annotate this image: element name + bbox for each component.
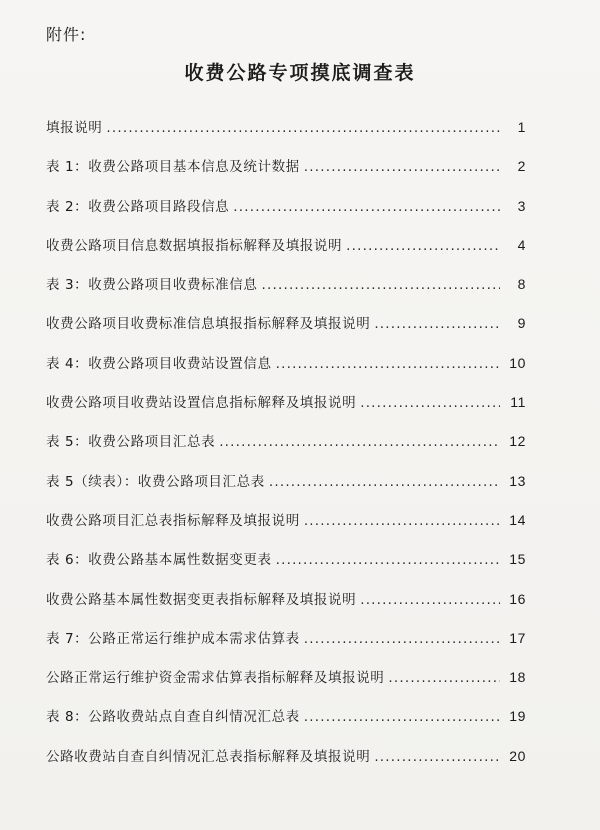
toc-entry-page-number: 4	[517, 236, 526, 253]
document-title: 收费公路专项摸底调查表	[184, 62, 416, 84]
toc-entry-page-number: 12	[509, 433, 526, 450]
toc-dot-leader	[233, 199, 500, 215]
toc-entry-label: 收费公路项目收费站设置信息指标解释及填报说明	[46, 395, 357, 412]
toc-entry-page-number: 14	[509, 511, 526, 528]
toc-entry	[46, 234, 526, 273]
toc-entry-label: 表 2：收费公路项目路段信息	[46, 198, 230, 215]
toc-dot-leader	[304, 159, 500, 175]
toc-dot-leader	[304, 709, 500, 725]
toc-entry-label: 表 5：收费公路项目汇总表	[46, 434, 216, 451]
toc-entry-label: 表 4：收费公路项目收费站设置信息	[46, 355, 272, 372]
toc-dot-leader	[304, 513, 500, 529]
toc-entry-label: 收费公路项目信息数据填报指标解释及填报说明	[46, 237, 343, 254]
toc-entry	[46, 705, 526, 744]
toc-entry	[46, 430, 526, 469]
toc-entry-page-number: 13	[509, 472, 526, 489]
toc-entry-label: 表 1：收费公路项目基本信息及统计数据	[46, 159, 300, 176]
toc-entry-label: 表 7：公路正常运行维护成本需求估算表	[46, 630, 300, 647]
table-of-contents	[46, 116, 526, 784]
toc-entry	[46, 273, 526, 312]
toc-entry	[46, 548, 526, 587]
toc-entry-label: 收费公路项目汇总表指标解释及填报说明	[46, 512, 300, 529]
toc-entry-page-number: 15	[509, 551, 526, 568]
toc-dot-leader	[106, 120, 500, 136]
toc-entry-label: 公路收费站自查自纠情况汇总表指标解释及填报说明	[46, 748, 371, 765]
toc-entry	[46, 745, 526, 784]
toc-entry	[46, 509, 526, 548]
toc-dot-leader	[374, 749, 500, 765]
toc-entry	[46, 352, 526, 391]
toc-entry	[46, 155, 526, 194]
toc-dot-leader	[346, 238, 500, 254]
toc-dot-leader	[261, 277, 500, 293]
toc-dot-leader	[360, 395, 500, 411]
toc-entry	[46, 470, 526, 509]
toc-entry	[46, 666, 526, 705]
toc-entry-page-number: 19	[509, 708, 526, 725]
toc-entry	[46, 195, 526, 234]
toc-entry	[46, 391, 526, 430]
toc-entry-page-number: 8	[517, 276, 526, 293]
toc-entry-label: 表 6：收费公路基本属性数据变更表	[46, 552, 272, 569]
toc-entry-page-number: 18	[509, 669, 526, 686]
toc-entry-page-number: 20	[509, 747, 526, 764]
toc-entry-label: 公路正常运行维护资金需求估算表指标解释及填报说明	[46, 670, 385, 687]
toc-entry-page-number: 17	[509, 629, 526, 646]
toc-dot-leader	[374, 316, 500, 332]
toc-entry-label: 收费公路项目收费标准信息填报指标解释及填报说明	[46, 316, 371, 333]
toc-dot-leader	[219, 434, 500, 450]
toc-entry	[46, 627, 526, 666]
toc-entry-page-number: 1	[517, 119, 526, 135]
toc-entry-label: 收费公路基本属性数据变更表指标解释及填报说明	[46, 591, 357, 608]
toc-entry	[46, 312, 526, 351]
toc-entry-page-number: 10	[509, 354, 526, 371]
toc-dot-leader	[269, 474, 500, 490]
toc-dot-leader	[276, 552, 500, 568]
toc-dot-leader	[360, 592, 500, 608]
toc-entry-page-number: 9	[517, 315, 526, 332]
toc-entry-label: 表 3：收费公路项目收费标准信息	[46, 277, 258, 294]
toc-entry-page-number: 11	[510, 394, 526, 411]
toc-dot-leader	[276, 356, 500, 372]
toc-entry-label: 表 8：公路收费站点自查自纠情况汇总表	[46, 709, 300, 726]
toc-entry-label: 表 5（续表）：收费公路项目汇总表	[46, 473, 265, 490]
toc-entry-label: 填报说明	[46, 120, 103, 136]
toc-dot-leader	[388, 670, 500, 686]
toc-entry-page-number: 3	[517, 197, 526, 214]
toc-entry	[46, 116, 526, 155]
attachment-label: 附件:	[46, 25, 87, 44]
toc-dot-leader	[304, 631, 500, 647]
toc-entry	[46, 588, 526, 627]
toc-entry-page-number: 16	[509, 590, 526, 607]
toc-entry-page-number: 2	[517, 158, 526, 175]
